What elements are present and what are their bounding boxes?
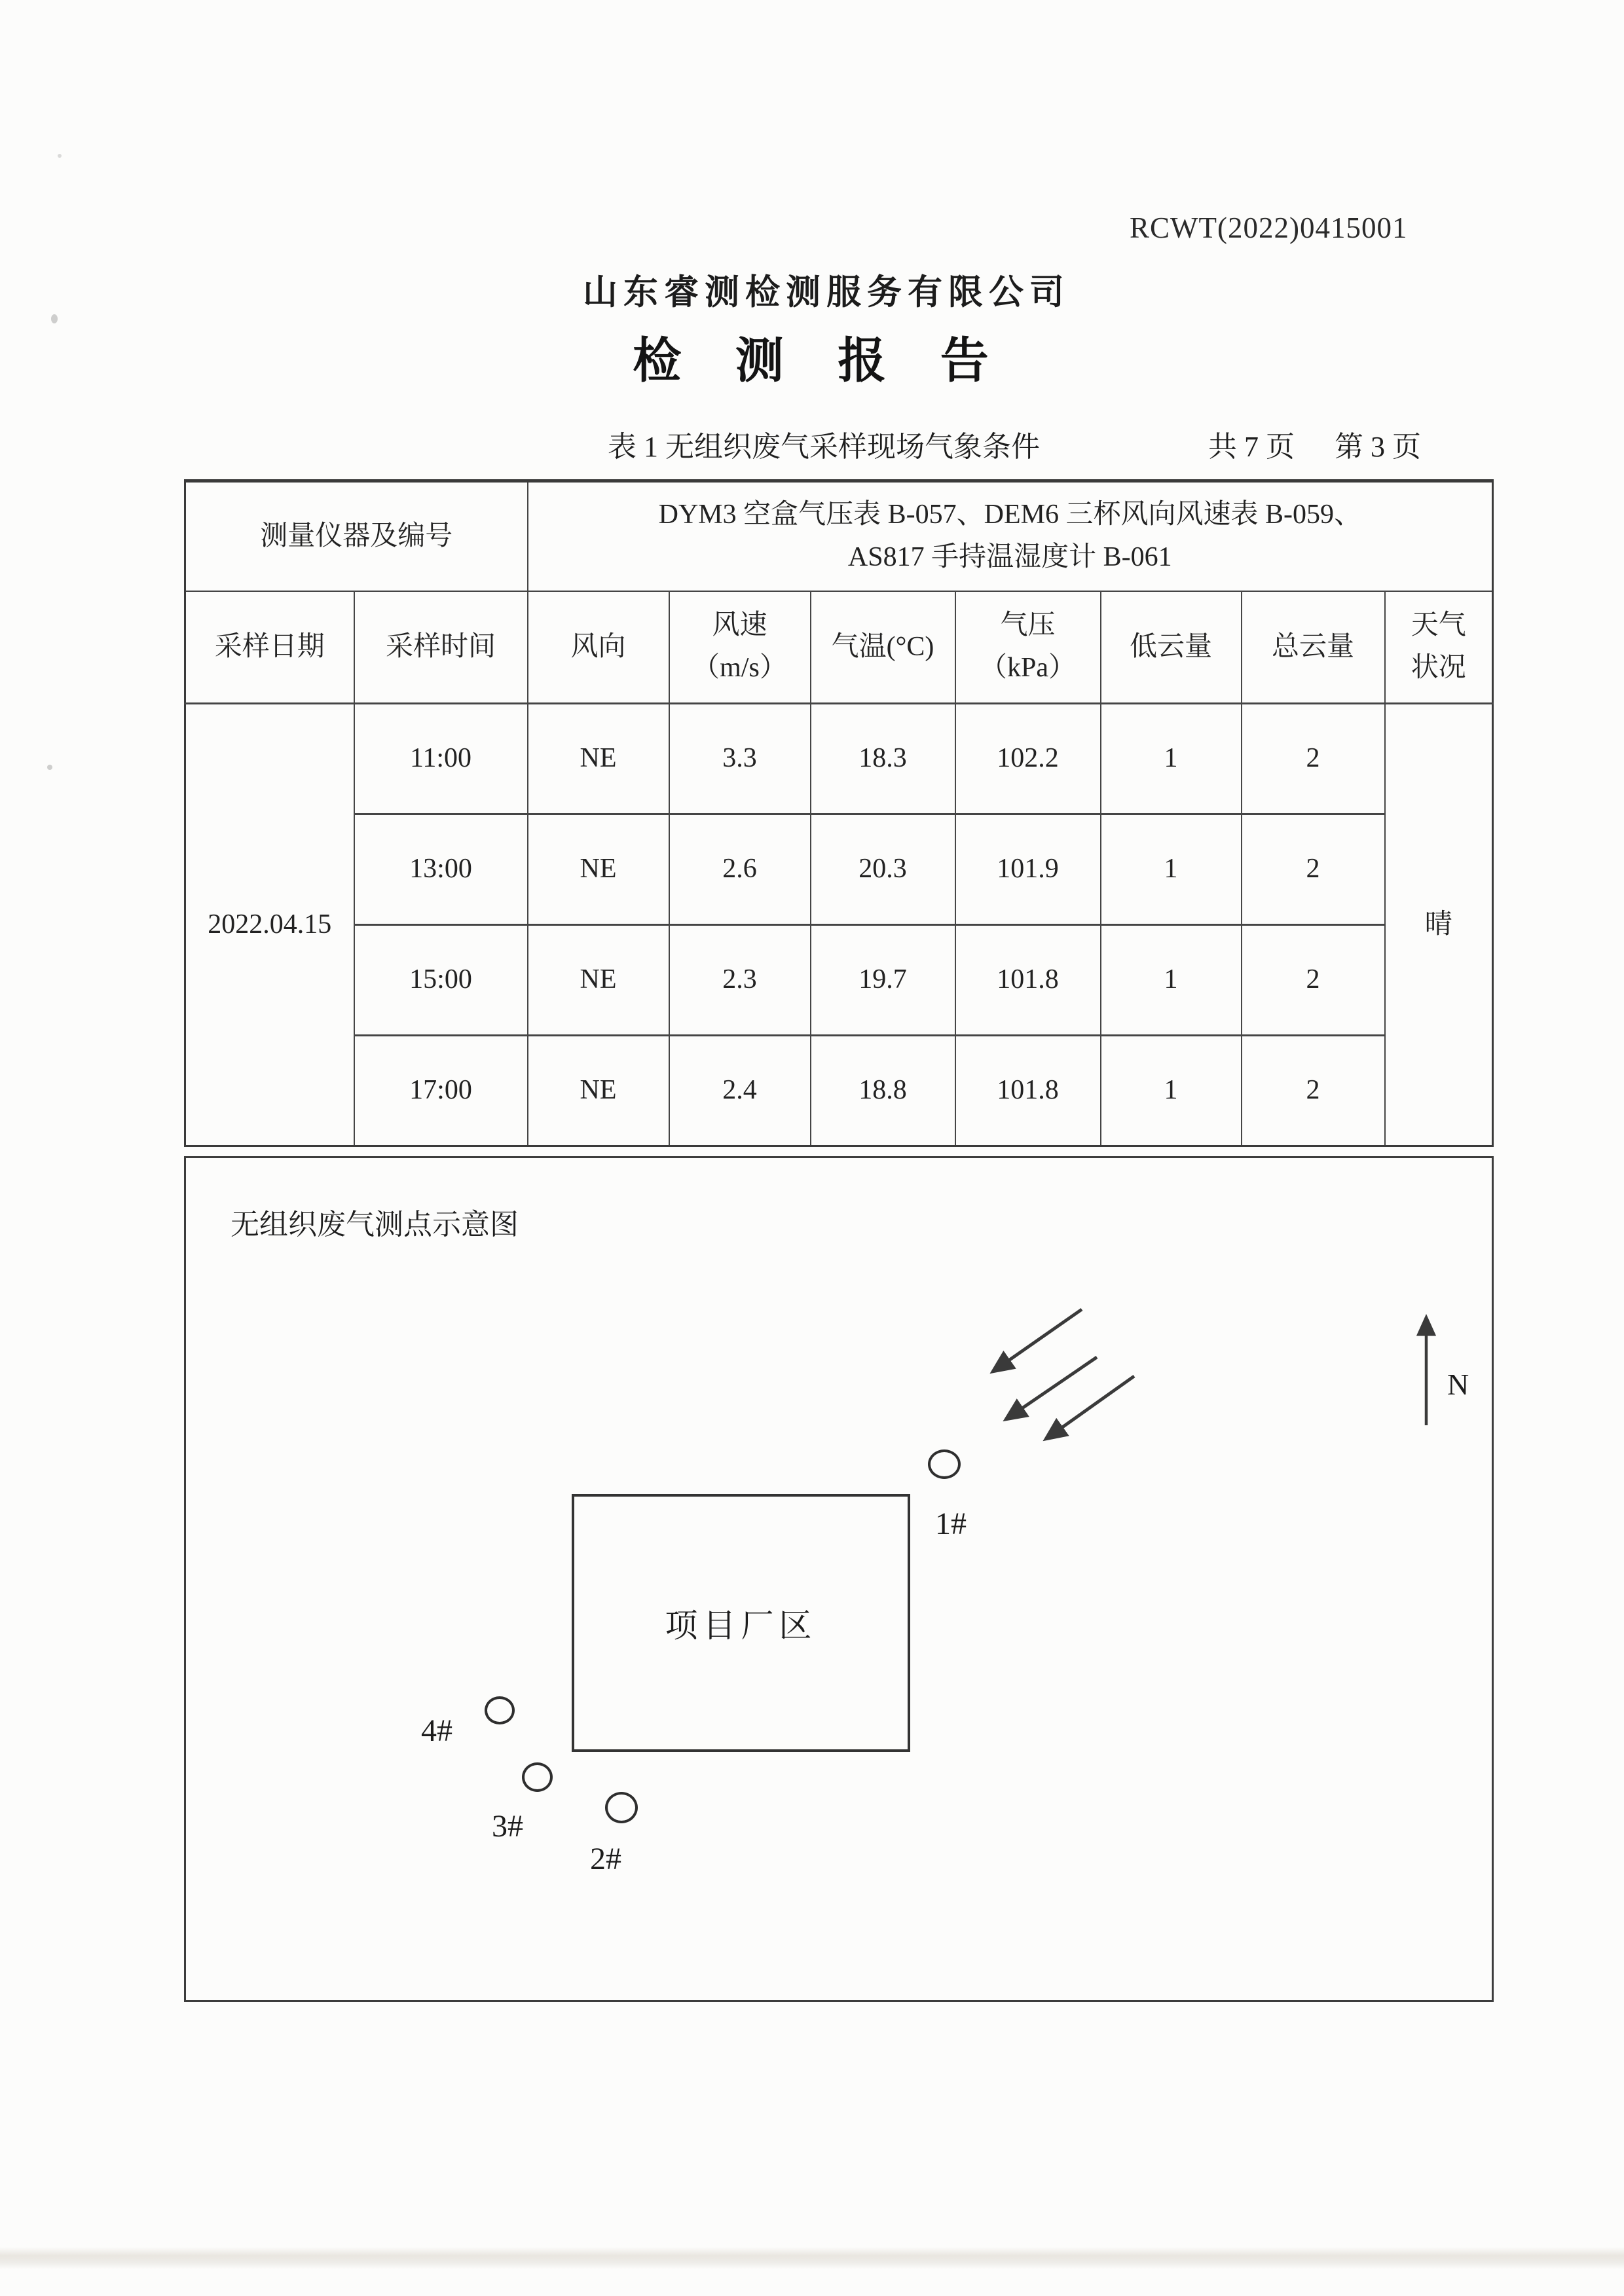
instrument-line-2: AS817 手持温湿度计 B-061 <box>847 542 1172 573</box>
point-label-2: 2# <box>590 1842 621 1876</box>
header-air-temp: 气温(°C) <box>811 591 955 704</box>
pressure-cell: 101.8 <box>955 1036 1101 1146</box>
scan-speck <box>58 154 62 158</box>
monitoring-point-4 <box>485 1696 515 1724</box>
weather-conditions-table <box>184 479 1492 1144</box>
pressure-cell: 101.8 <box>955 925 1101 1036</box>
low-cloud-cell: 1 <box>1101 704 1242 814</box>
header-weather: 天气 状况 <box>1385 591 1493 704</box>
header-air-pressure: 气压 （kPa） <box>955 591 1101 704</box>
factory-area-rect <box>572 1494 910 1752</box>
point-label-1: 1# <box>935 1506 967 1541</box>
low-cloud-cell: 1 <box>1101 814 1242 925</box>
page-title: 检 测 报 告 <box>633 335 1010 388</box>
table-row <box>185 1036 1493 1146</box>
time-cell: 15:00 <box>354 925 528 1036</box>
page-count-current: 第 3 页 <box>1335 431 1421 463</box>
wind-dir-cell: NE <box>528 704 669 814</box>
wind-speed-cell: 3.3 <box>669 704 811 814</box>
scan-speck <box>47 765 52 770</box>
low-cloud-cell: 1 <box>1101 1036 1242 1146</box>
temp-cell: 18.3 <box>811 704 955 814</box>
time-cell: 13:00 <box>354 814 528 925</box>
pressure-cell: 101.9 <box>955 814 1101 925</box>
instrument-list-cell <box>528 481 1493 591</box>
wind-speed-cell: 2.3 <box>669 925 811 1036</box>
wind-dir-cell: NE <box>528 814 669 925</box>
factory-area-label: 项目厂区 <box>665 1607 817 1644</box>
header-wind-speed: 风速 （m/s） <box>669 591 811 704</box>
header-wind-direction: 风向 <box>528 591 669 704</box>
point-label-4: 4# <box>421 1713 452 1748</box>
low-cloud-cell: 1 <box>1101 925 1242 1036</box>
scan-artifact-band <box>0 2247 1624 2269</box>
north-label: N <box>1447 1368 1469 1401</box>
table-row <box>185 704 1493 814</box>
wind-speed-cell: 2.4 <box>669 1036 811 1146</box>
scan-speck <box>51 314 58 323</box>
monitoring-point-2 <box>605 1792 638 1823</box>
wind-speed-cell: 2.6 <box>669 814 811 925</box>
report-number: RCWT(2022)0415001 <box>1130 211 1408 244</box>
diagram-title: 无组织废气测点示意图 <box>231 1209 519 1241</box>
monitoring-point-3 <box>522 1762 553 1792</box>
table-row <box>185 814 1493 925</box>
point-label-3: 3# <box>492 1809 523 1844</box>
monitoring-point-1 <box>928 1449 961 1479</box>
temp-cell: 19.7 <box>811 925 955 1036</box>
wind-dir-cell: NE <box>528 1036 669 1146</box>
weather-cell: 晴 <box>1385 704 1493 1146</box>
page-count-total: 共 7 页 <box>1208 431 1295 463</box>
sample-date-cell: 2022.04.15 <box>185 704 354 1146</box>
table-row <box>185 925 1493 1036</box>
total-cloud-cell: 2 <box>1242 925 1385 1036</box>
table-caption: 表 1 无组织废气采样现场气象条件 <box>608 431 1040 463</box>
wind-dir-cell: NE <box>528 925 669 1036</box>
total-cloud-cell: 2 <box>1242 1036 1385 1146</box>
total-cloud-cell: 2 <box>1242 814 1385 925</box>
instrument-label-cell: 测量仪器及编号 <box>185 481 528 591</box>
header-sample-date: 采样日期 <box>185 591 354 704</box>
instrument-line-1: DYM3 空盒气压表 B-057、DEM6 三杯风向风速表 B-059、 <box>658 500 1361 530</box>
company-name: 山东睿测检测服务有限公司 <box>583 274 1070 312</box>
header-low-cloud: 低云量 <box>1101 591 1242 704</box>
header-sample-time: 采样时间 <box>354 591 528 704</box>
header-total-cloud: 总云量 <box>1242 591 1385 704</box>
temp-cell: 20.3 <box>811 814 955 925</box>
time-cell: 17:00 <box>354 1036 528 1146</box>
time-cell: 11:00 <box>354 704 528 814</box>
total-cloud-cell: 2 <box>1242 704 1385 814</box>
pressure-cell: 102.2 <box>955 704 1101 814</box>
temp-cell: 18.8 <box>811 1036 955 1146</box>
